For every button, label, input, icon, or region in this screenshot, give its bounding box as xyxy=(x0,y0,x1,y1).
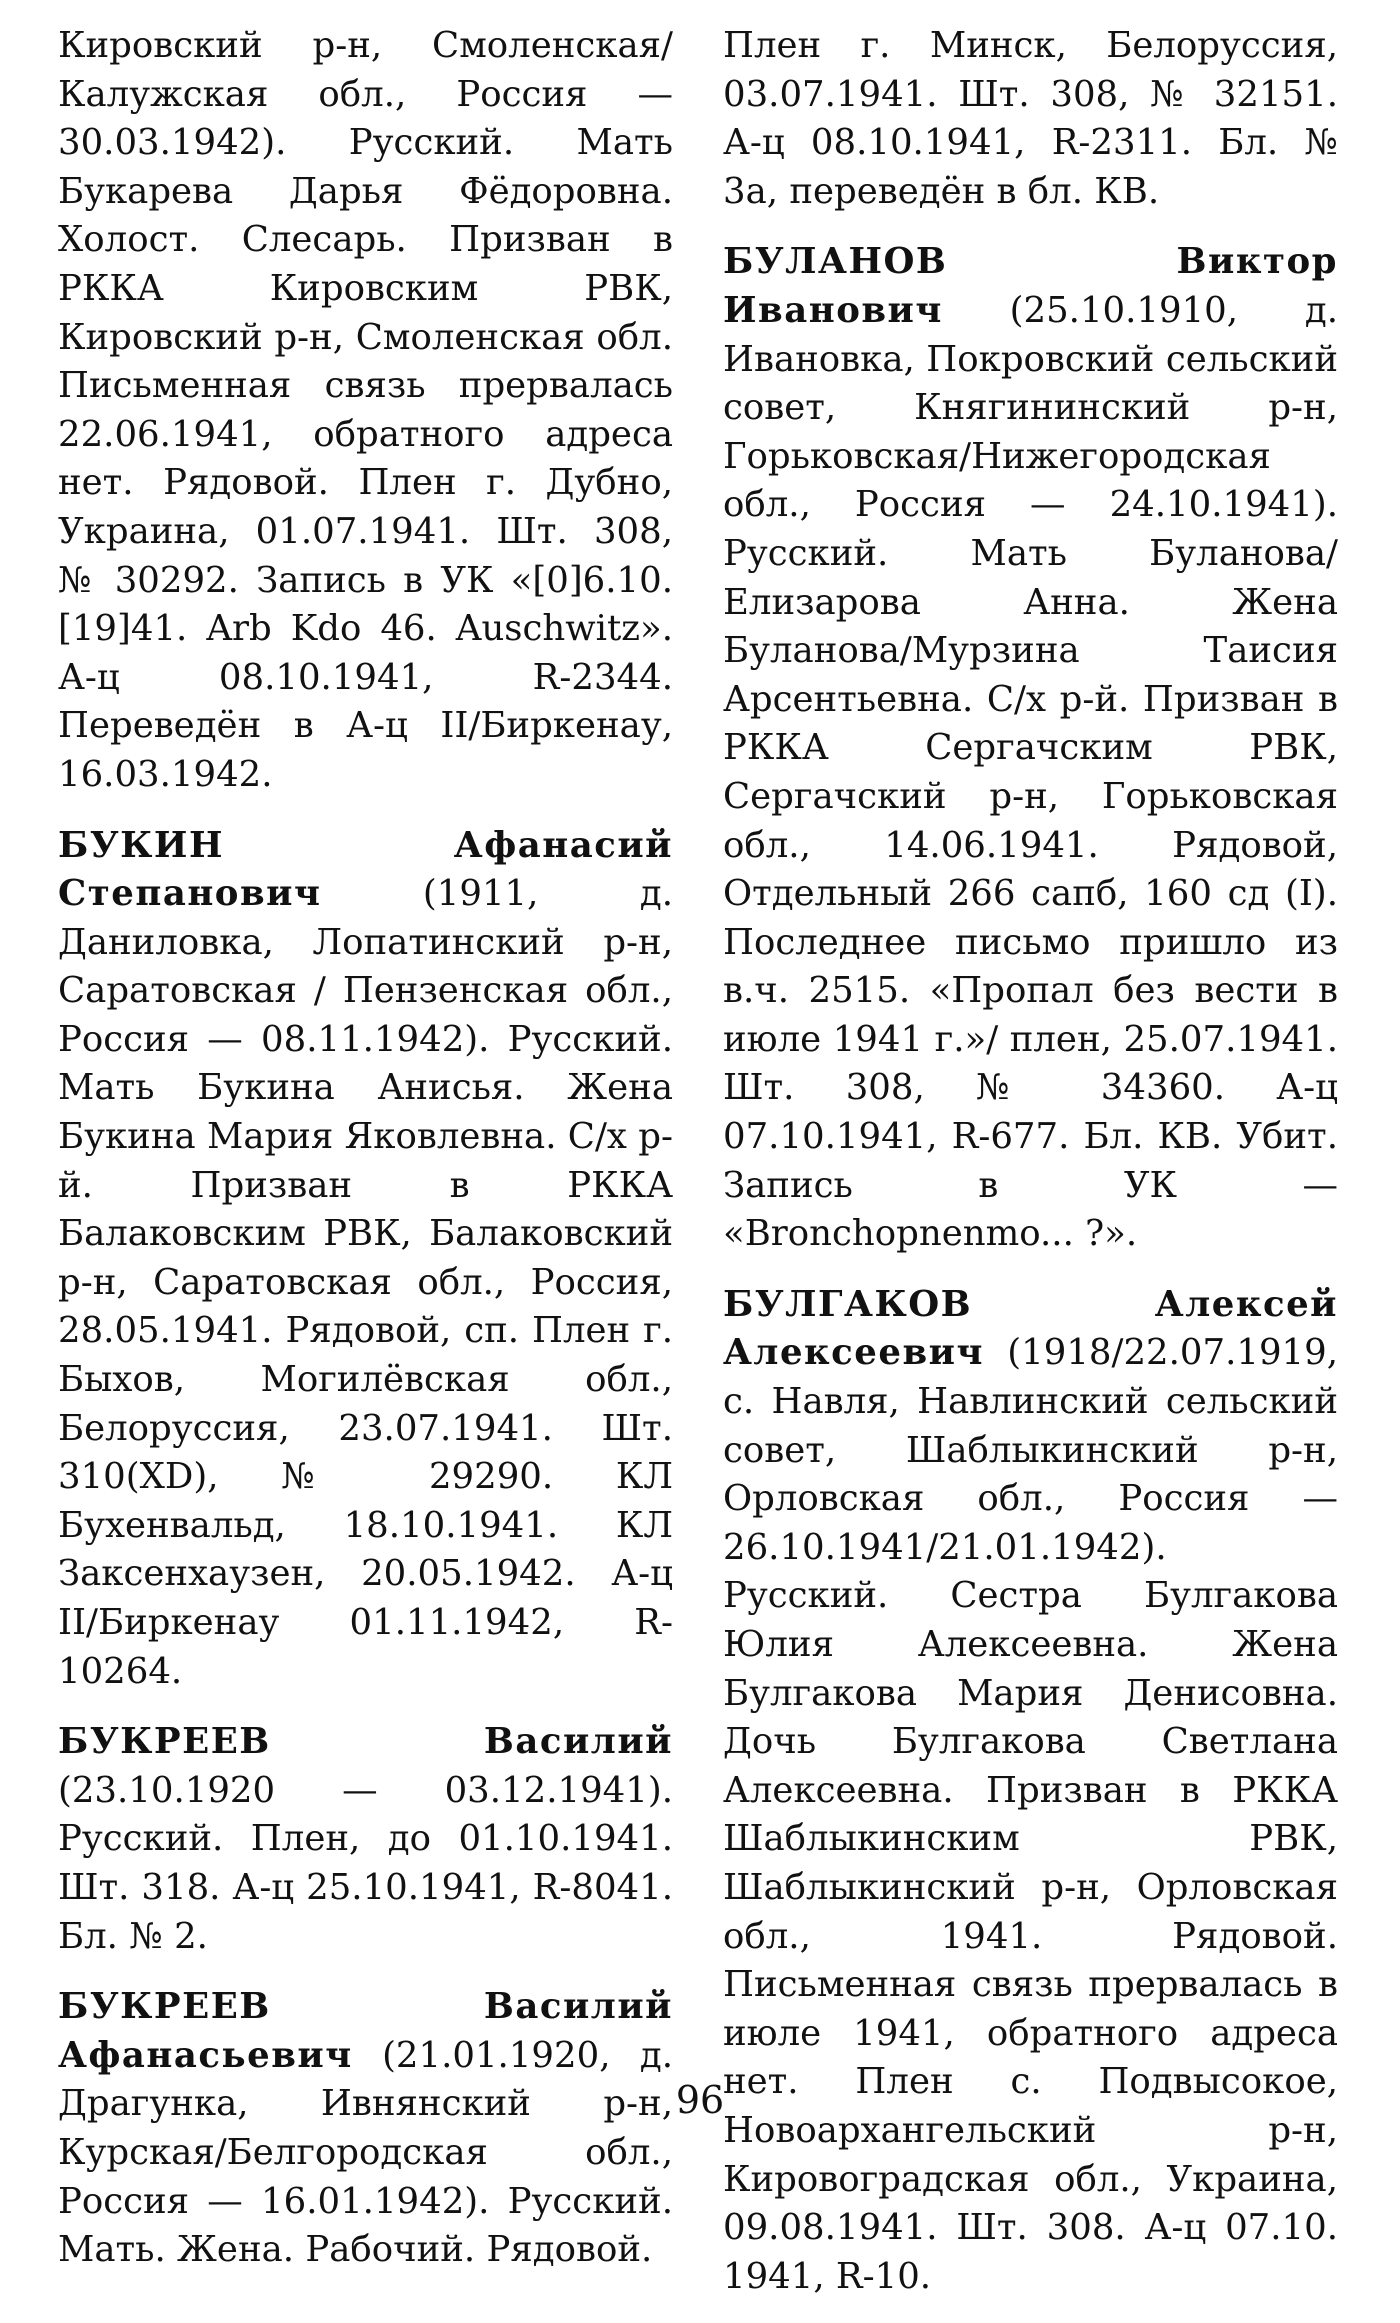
entry-body: (25.10.1910, д. Ивановка, Покровский сельский совет, Княгининский р-н, Горьковская/Нижегородская обл., Россия — 24.10.1941). Русский. Мать Буланова/Елизарова Анна. Жена Буланова/Мурзина Таисия Арсентьевна. С/х р-й. Призван в РККА Сергачским РВК, Сергачский р-н, Горьковская обл., 14.06.1941. Рядовой, Отдельный 266 сапб, 160 сд (I). Последнее письмо пришло из в.ч. 2515. «Пропал без вести в июле 1941 г.»/ плен, 25.07.1941. Шт. 308, № 34360. А-ц 07.10.1941, R-677. Бл. КВ. Убит. Запись в УК — «Bronchopnenmo... ?». xyxy=(723,289,1338,1255)
entry-bulanov-viktor xyxy=(723,238,1338,1258)
entry-bukreev-vasiliy xyxy=(58,1718,673,1961)
entry-text xyxy=(58,1718,673,1961)
entry-text xyxy=(723,22,1338,216)
entry-body: (21.01.1920, д. Драгунка, Ивнянский р-н, Курская/Белгородская обл., Россия — 16.01.1942). Русский. Мать. Жена. Рабочий. Рядовой. xyxy=(58,2034,673,2271)
entry-text xyxy=(58,22,673,800)
entry-bulgakov-aleksey xyxy=(723,1281,1338,2301)
entry-name: БУЛГАКОВ Алексей Алексеевич xyxy=(723,1283,1338,1374)
entry-name: БУЛАНОВ Виктор Иванович xyxy=(723,241,1338,331)
entry-body: (23.10.1920 — 03.12.1941). Русский. Плен, до 01.10.1941. Шт. 318. А-ц 25.10.1941, R-8041. Бл. № 2. xyxy=(58,1769,673,1957)
entry-body: (1918/22.07.1919, с. Навля, Навлинский сельский совет, Шаблыкинский р-н, Орловская обл., Россия — 26.10.1941/21.01.1942). Русский. Сестра Булгакова Юлия Алексеевна. Жена Булгакова Мария Денисовна. Дочь Булгакова Светлана Алексеевна. Призван в РККА Шаблыкинским РВК, Шаблыкинский р-н, Орловская обл., 1941. Рядовой. Письменная связь прервалась в июле 1941, обратного адреса нет. Плен с. Подвысокое, Новоархангельский р-н, Кировоградская обл., Украина, 09.08.1941. Шт. 308. А-ц 07.10. 1941, R-10. xyxy=(723,1332,1338,2297)
entry-name: БУКРЕЕВ Василий xyxy=(58,1721,673,1763)
entry-text xyxy=(723,238,1338,1258)
entry-text xyxy=(58,822,673,1697)
left-column xyxy=(58,22,673,2297)
entry-continuation-bukarev xyxy=(58,22,673,800)
right-column xyxy=(723,22,1338,2323)
entry-bukin-afanasiy xyxy=(58,822,673,1697)
entry-body: Кировский р-н, Смоленская/Калужская обл., Россия — 30.03.1942). Русский. Мать Букарева Дарья Фёдоровна. Холост. Слесарь. Призван в РККА Кировским РВК, Кировский р-н, Смоленская обл. Письменная связь прервалась 22.06.1941, обратного адреса нет. Рядовой. Плен г. Дубно, Украина, 01.07.1941. Шт. 308, № 30292. Запись в УК «[0]6.10.[19]41. Arb Kdo 46. Auschwitz». А-ц 08.10.1941, R-2344. Переведён в А-ц II/Биркенау, 16.03.1942. xyxy=(58,25,673,795)
entry-text xyxy=(723,1281,1338,2301)
entry-text xyxy=(58,1983,673,2275)
entry-continuation-previous xyxy=(723,22,1338,216)
entry-name: БУКИН Афанасий Степанович xyxy=(58,824,673,915)
page-number: 96 xyxy=(675,2078,725,2122)
entry-bukreev-vasiliy-afanasievich xyxy=(58,1983,673,2275)
entry-name: БУКРЕЕВ Василий Афанасьевич xyxy=(58,1986,673,2076)
entry-body: (1911, д. Даниловка, Лопатинский р-н, Саратовская / Пензенская обл., Россия — 08.11.1942). Русский. Мать Букина Анисья. Жена Букина Мария Яковлевна. С/х р-й. Призван в РККА Балаковским РВК, Балаковский р-н, Саратовская обл., Россия, 28.05.1941. Рядовой, сп. Плен г. Быхов, Могилёвская обл., Белоруссия, 23.07.1941. Шт. 310(XD), № 29290. КЛ Бухенвальд, 18.10.1941. КЛ Заксенхаузен, 20.05.1942. А-ц II/Биркенау 01.11.1942, R-10264. xyxy=(58,873,673,1692)
entry-body: Плен г. Минск, Белоруссия, 03.07.1941. Шт. 308, № 32151. А-ц 08.10.1941, R-2311. Бл. № 3а, переведён в бл. КВ. xyxy=(723,25,1338,212)
